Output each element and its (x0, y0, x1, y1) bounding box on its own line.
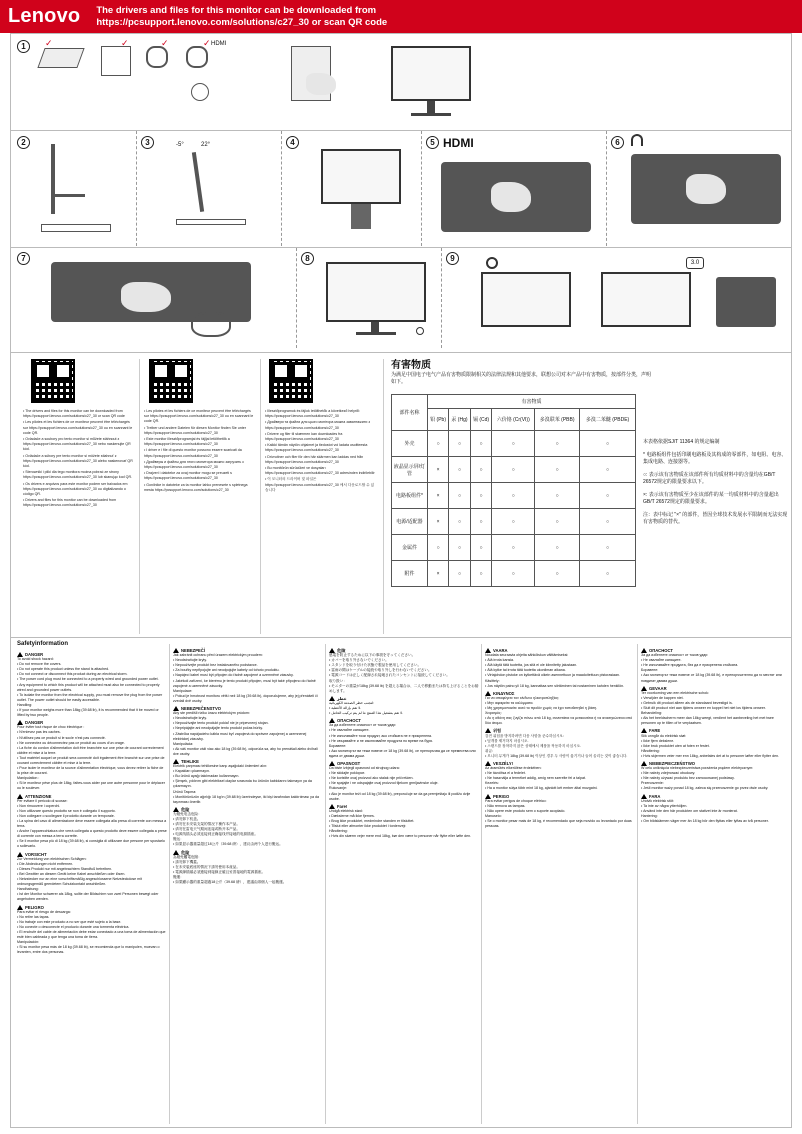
safety-bullet: • Не свързвайте и не изключвайте продукта по време на буря. (329, 739, 479, 744)
download-notice-multilingual: • Les pilotes et les fichiers de ce moniteur peuvent être téléchargés sur https://pcsupport.lenovo.com/solutions/c27_30 ou en scannant le code QR. • Treiber und andere Dateien für diesen Monitor finden Sie unter https://pcsupport.lenovo.com/solutions/c27_30 • Este monitor illesztőprogramjai és fájljai letölthetők a https://pcsupport.lenovo.com/solutions/c27_30 • I driver e i file di questo monitor possono essere scaricati da https://pcsupport.lenovo.com/solutions/c27_30 • Драйверы и файлы для этого монитора можно загрузить с https://pcsupport.lenovo.com/solutions/c27_30 • Drajveri i datoteke za ovaj monitor mogu se preuzeti s https://pcsupport.lenovo.com/solutions/c27_30 • Gonilnike in datoteke za ta monitor lahko prenesete s spletnega mesta https://pcsupport.lenovo.com/solutions/c27_30 (144, 409, 256, 634)
safety-bullet: • If your monitor weighs more than 18kg (39.68 lb), it is recommended that it be moved or lifted by two people. (17, 708, 167, 718)
safety-bullet: • Verwijder de kappen niet. (641, 696, 789, 701)
stand-base-icon (176, 219, 246, 225)
warning-triangle-icon (17, 794, 23, 799)
safety-bullet: • Ако мониторът ви тежи повече от 18 kg (39.68 lb), се препоръчва да се премества или вдига от двама души. (329, 749, 479, 759)
safety-text: Handling: (17, 702, 33, 707)
dashed-divider (606, 131, 607, 246)
table-header: 多溴联苯 (PBB) (535, 409, 580, 431)
safety-bullet: • 请勿在未安装支架的情况下操作本产品。 (173, 822, 323, 827)
table-header: 有害物质 (428, 395, 636, 409)
safety-information-title: Safetyinformation (17, 641, 69, 647)
safety-bullet: • Nepoužívejte produkt bez instalovaného podstavce. (173, 663, 323, 668)
dashed-divider (281, 131, 282, 246)
step-number: 4 (286, 136, 299, 149)
safety-bullet: • 请勿在雷电天气期间连接或断开本产品。 (173, 827, 323, 832)
safety-bullet: • Nie należy używać produktu bez zamocowanej podstawy. (641, 776, 789, 781)
safety-text: 感電を防止するために以下の事項を守ってください。 (329, 653, 416, 658)
safety-text: Noudata seuraavia ohjeita sähköiskun välttämiseksi: (485, 653, 569, 658)
safety-text: 감전 위험을 방지하려면 다음 사항을 준수하십시오: (485, 733, 564, 738)
safety-text: 为避免电击危险： (173, 811, 202, 816)
tilt-forward-angle: 22° (201, 142, 211, 148)
quick-setup-sheet (10, 33, 792, 1128)
safety-bullet: • Om bildskärmen väger mer än 18 kg bör den flyttas eller lyftas av två personer. (641, 819, 789, 824)
step-number: 1 (17, 40, 30, 53)
step-number: 3 (141, 136, 154, 149)
safety-bullet: • Не използвайте този продукт, ако стойката не е прикрепена. (329, 734, 479, 739)
safety-text: Behandeling: (641, 711, 662, 716)
monitor-front-icon (481, 272, 571, 327)
safety-text: За да избегнете опасност от токов удар: (329, 723, 397, 728)
safety-bullet: • モニターの重量が18kg (39.68 lb) を超える場合は、二人で移動または持ち上げることをお勧めします。 (329, 684, 479, 694)
safety-text: 취급: (485, 748, 493, 753)
headphone-icon (631, 134, 643, 146)
safety-bullet: • Ist der Monitor schwerer als 18kg, sollte der Bildschirm von zwei Personen bewegt oder angehoben werden. (17, 892, 167, 902)
safety-bullet: • Neodstraňujte kryty. (173, 658, 323, 663)
safety-bullet: • 請勿卸下機蓋。 (173, 860, 323, 865)
power-on-illustration (316, 252, 436, 347)
safety-bullet: • Kapakları çıkarmayın. (173, 769, 323, 774)
monitor-side-icon (192, 152, 204, 212)
warning-triangle-icon (485, 794, 491, 799)
download-notice-multilingual: • Illesztőprogramok és fájlok letölthetők a következő helyről: https://pcsupport.lenovo.com/solutions/c27_30 • Драйвери та файли для цього монітора можна завантажити з https://pcsupport.lenovo.com/solutions/c27_30 • Drivere og filer til skærmen kan downloades fra https://pcsupport.lenovo.com/solutions/c27_30 • Kaikki tämän näytön ohjaimet ja tiedostot voi ladata osoitteesta https://pcsupport.lenovo.com/solutions/c27_30 • Drivrutiner och filer för den här skärmen kan laddas ned från https://pcsupport.lenovo.com/solutions/c27_30 • Bu monitörün sürücüleri ve dosyaları https://pcsupport.lenovo.com/solutions/c27_30 adresinden indirilebilir • 이 모니터의 드라이버 및 파일은 https://pcsupport.lenovo.com/solutions/c27_30 에서 다운로드할 수 있습니다 (265, 409, 377, 634)
monitor-front-icon (391, 46, 471, 101)
safety-bullet: • Μη χρησιμοποιείτε αυτό το προϊόν χωρίς να έχει τοποθετηθεί η βάση. (485, 706, 635, 711)
power-connection-illustration (31, 252, 291, 347)
safety-bullet: • Не сваляйте капаците. (329, 728, 479, 733)
safety-bullet: • Não opere este produto sem o suporte acoplado. (485, 809, 635, 814)
safety-bullet: • Ne skidajte poklopce. (329, 771, 479, 776)
safety-bullet: • Jeśli monitor waży ponad 18 kg, zaleca się przenoszenie go przez dwie osoby. (641, 786, 789, 791)
warning-heading: 危险 (173, 807, 323, 812)
safety-bullet: • Sluit dit product niet aan tijdens onweer en koppel het niet los tijdens onweer. (641, 706, 789, 711)
safety-bullet: • Hvis din skærm vejer mere end 18kg, bør den være to personer når flytte eller løfte den. (329, 834, 479, 839)
safety-bullet: • Nepripájajte ani neodpájajte tento produkt počas búrky. (173, 726, 323, 731)
table-row: 电源/适配器 × ○ ○ ○ ○ ○ (392, 509, 636, 535)
safety-text: Para evitar perigos de choque elétrico: (485, 798, 547, 803)
qr-code-icon[interactable] (149, 359, 193, 403)
safety-text: Slik unngår du elektrisk støt: (641, 733, 687, 738)
warning-triangle-icon (329, 804, 335, 809)
divider (11, 247, 791, 248)
safety-bullet: • 電源線插頭必須連接到接線正確且妥善接地的電源插座。 (173, 870, 323, 875)
safety-bullet: • لا تقم بتشغيل هذا المنتج ما لم يتم تركيب الحامل. (329, 711, 479, 716)
safety-bullet: • Do not connect or disconnect this product during an electrical storm. (17, 672, 167, 677)
safety-bullet: • Non collegare o scollegare il prodotto durante un temporale. (17, 814, 167, 819)
safety-bullet: • Şimşek, yıldırım gibi elektriksel olaylar sırasında bu ürünün kablolarını takmayın ya da çıkarmayın. (173, 779, 323, 789)
warning-heading: ОПАСНОСТ (329, 718, 479, 723)
safety-bullet: • Ne spajajte i ne odspajajte ovaj proizvod tijekom grmljavinske oluje. (329, 781, 479, 786)
safety-bullet: • Hvis skjermen veier mer enn 18kg, anbefales det at to personer løfter eller flytter den. (641, 754, 789, 759)
safety-text: Боравене: (329, 743, 347, 748)
safety-bullet: • Netzstecker nur an eine vorschriftsmäßig angeschlossene Netzsteckdose mit ordnungsgemäß geerdetem Schutzkontakt anschließen. (17, 877, 167, 887)
safety-bullet: • Jakékoli zařízení, ke kterému je tento produkt připojen, musí být také připojeno do řádně zapojené a uzemněné zásuvky. (173, 679, 323, 689)
safety-bullet: • Ta inte av några ytterhöljen. (641, 804, 789, 809)
safety-bullet: • Anche l'apparecchiatura che verrà collegata a questo prodotto deve essere collegata a prese di corrente con messa a terra corrette. (17, 829, 167, 839)
warning-triangle-icon (641, 686, 647, 691)
hand-icon (121, 282, 171, 312)
safety-bullet: • Si le moniteur pèse plus de 18kg, faites-vous aider par une autre personne pour le déplacer ou le soulever. (17, 781, 167, 791)
safety-bullet: • 스탠드를 장착하지 않은 상태에서 제품을 작동하지 마십시오. (485, 744, 635, 749)
warning-heading: FARE (641, 728, 789, 733)
hand-icon (306, 73, 336, 95)
qr-code-icon[interactable] (31, 359, 75, 403)
table-row: 外壳 ○ ○ ○ ○ ○ ○ (392, 431, 636, 457)
safety-bullet: • Monitörünüzün ağırlığı 18 kg'ın (39.68 lb) üzerindeyse, iki kişi tarafından kaldırılması ya da taşınması önerilir. (173, 795, 323, 805)
warning-heading: OPASNOST (329, 761, 479, 766)
step-number: 7 (17, 252, 30, 265)
safety-bullet: • Не използвайте продукта, без да е прикрепена стойката. (641, 663, 789, 668)
safety-bullet: • لا تقم بإزالة الأغطية. (329, 706, 479, 711)
safety-bullet: • Gebruik dit product alleen als de standaard bevestigd is. (641, 701, 789, 706)
download-notice (96, 5, 387, 29)
safety-bullet: • No retire las tapas. (17, 915, 167, 920)
divider (11, 130, 791, 131)
table-row: 附件 × ○ ○ ○ ○ ○ (392, 561, 636, 587)
safety-bullet: • 모니터 무게가 18kg (39.68 lb) 이상인 경우 두 사람이 옮기거나 들어 올리는 것이 좋습니다. (485, 754, 635, 759)
safety-bullet: • Ne koristite ovaj proizvod ako stalak nije pričvršćen. (329, 776, 479, 781)
safety-text: Zur Vermeidung von elektrischen Schlägen: (17, 856, 87, 861)
safety-bullet: • Do not remove the covers. (17, 662, 167, 667)
monitor-base-icon (411, 113, 451, 116)
check-icon: ✓ (121, 38, 129, 48)
warning-heading: ΚΙΝΔΥΝΟΣ (485, 691, 635, 696)
safety-text: Για να αποφύγετε τον κίνδυνο ηλεκτροπληξίας: (485, 695, 560, 700)
safety-text: За да избегнете опасност от токов удар: (641, 653, 709, 658)
cable-cover-icon (351, 204, 371, 229)
table-header: 铅 (Pb) (428, 409, 449, 431)
safety-bullet: • Bu ürünü ayağı takılmadan kullanmayın. (173, 774, 323, 779)
safety-text: Käsittely: (485, 678, 500, 683)
monitor-stand-icon (427, 101, 435, 113)
hand-icon (686, 174, 726, 204)
warning-heading: DANGER (17, 720, 167, 725)
safety-column (329, 646, 479, 1126)
safety-text: Manipulace: (173, 688, 193, 693)
warning-heading: VORSICHT (17, 852, 167, 857)
warning-heading: PERIGO (485, 794, 635, 799)
safety-bullet: • Ne távolítsa el a fedelet. (485, 771, 635, 776)
warning-heading: NEBEZPEČÍ (173, 648, 323, 653)
safety-bullet: • Brug ikke produktet, medmindre standen er tilsluttet. (329, 819, 479, 824)
divider (325, 644, 326, 1124)
safety-bullet: • Bei Gewitter an diesem Gerät keine Kabel anschließen oder lösen. (17, 872, 167, 877)
safety-text: Χειρισμός: (485, 711, 502, 716)
safety-bullet: • Die Abdeckungen nicht entfernen. (17, 862, 167, 867)
safety-text: Ter voorkoming van een elektrische schok: (641, 690, 709, 695)
table-row: 液晶显示屏/灯管 × ○ ○ ○ ○ ○ (392, 457, 636, 483)
safety-bullet: • Pokud je hmotnost monitoru větší než 18 kg (39.68 lb), doporučujeme, aby jej přenášeli či zvedali dvě osoby. (173, 694, 323, 704)
warning-heading: NEBEZPEČENSTVO (173, 706, 323, 711)
download-notice-line2: https://pcsupport.lenovo.com/solutions/c27_30 or scan QR code (96, 16, 388, 28)
safety-text: 取り扱い： (329, 678, 347, 683)
safety-bullet: • Do not operate this product unless the stand is attached. (17, 667, 167, 672)
safety-bullet: • La spina del cavo di alimentazione deve essere collegata alla presa di corrente con messa a terra. (17, 819, 167, 829)
safety-bullet: • Non rimuovere i coperchi. (17, 804, 167, 809)
monitor-side-icon (51, 144, 55, 214)
safety-text: Elektrik çarpması tehlikesine karşı aşağıdaki önlemleri alın: (173, 764, 268, 769)
monitor-front-icon (326, 262, 426, 322)
table-row: 电路板组件* × ○ ○ ○ ○ ○ (392, 483, 636, 509)
safety-bullet: • Als het beeldscherm meer dan 18kg weegt, verdient het aanbeveling het met twee personen op te tillen of te verplaatsen. (641, 716, 789, 726)
clock-icon (486, 257, 498, 269)
safety-text: Боравене: (641, 668, 659, 673)
warning-triangle-icon (485, 728, 491, 733)
safety-bullet: • Не сваляйте капаците. (641, 658, 789, 663)
safety-bullet: • Nie należy zdejmować obudowy. (641, 771, 789, 776)
safety-text: Az áramütés elkerülése érdekében: (485, 766, 542, 771)
safety-bullet: • Dækslerne må ikke fjernes. (329, 814, 479, 819)
tilt-angle-illustration (156, 134, 276, 244)
safety-bullet: • The power cord plug must be connected to a properly wired and grounded power outlet. (17, 677, 167, 682)
safety-bullet: • Jos näytön paino yli 18 kg, kannattaa sen siirtäminen tai nostaminen kahden henkilön. (485, 684, 635, 689)
warning-heading: NIEBEZPIECZEŃSTWO (641, 761, 789, 766)
safety-bullet: • Ak váš monitor váži viac ako 18 kg (39.68 lb), odporúča sa, aby ho prenášali alebo dvíhali dve osoby. (173, 747, 323, 757)
safety-bullet: • カバーを取り外さないでください。 (329, 658, 479, 663)
safety-bullet: • N'utilisez pas ce produit si le socle n'est pas connecté. (17, 736, 167, 741)
qr-code-icon[interactable] (269, 359, 313, 403)
divider (481, 644, 482, 1124)
hazardous-substances-title: 有害物质 (391, 360, 431, 371)
safety-bullet: • 電源コードは正しく配線され接地されたコンセントに接続してください。 (329, 673, 479, 678)
safety-bullet: • 电源线插头必须连接到正确接线并接地的电源插座。 (173, 832, 323, 837)
safety-bullet: • Ako je monitor teži od 18 kg (39.68 lb), preporučuje se da ga premještaju ili podižu dvije osobe. (329, 792, 479, 802)
safety-bullet: • 在未安裝底座的情況下請勿使用本產品。 (173, 865, 323, 870)
usb-port-label: 3.0 (686, 257, 704, 269)
safety-bullet: • Não remova as tampas. (485, 804, 635, 809)
safety-bullet: • Se il monitor pesa più di 18 kg (39.68 lb), si consiglia di utilizzare due persone per spostarlo o sollevarlo. (17, 839, 167, 849)
safety-bullet: • Se o monitor pesar mais de 18 kg, é recomendado que seja movido ou levantado por duas pessoas. (485, 819, 635, 829)
safety-bullet: • Za bouřky nepřipojujte ani neodpojujte kabely od tohoto produktu. (173, 668, 323, 673)
safety-text: Manuseio: (485, 813, 502, 818)
audio-connection-illustration (626, 134, 786, 244)
step-number: 8 (301, 252, 314, 265)
safety-text: Kezelés: (485, 781, 499, 786)
safety-text: Håndtering: (329, 829, 348, 834)
safety-text: 搬運： (173, 875, 184, 880)
safety-bullet: • Virtajohdon pistoke on kytkettävä oikein asennettuun ja maadoitettuun pistorasiaan. (485, 673, 635, 678)
safety-column (641, 646, 789, 1126)
safety-text: Handhabung: (17, 887, 39, 892)
safety-text: To avoid shock hazard: (17, 657, 54, 662)
warning-heading: FARA (641, 794, 789, 799)
header-bar (0, 0, 802, 33)
safety-bullet: • Nepoužívajte tento produkt pokiaľ nie je pripevnený stojan. (173, 721, 323, 726)
table-header: 六价铬 (Cr(VI)) (492, 409, 535, 431)
table-header: 镉 (Cd) (470, 409, 492, 431)
safety-text: 搬运： (173, 837, 184, 842)
safety-text: Jak zabránit ochranu před úrazem elektrickým proudem: (173, 653, 263, 658)
divider (11, 637, 791, 638)
safety-bullet: • Si su monitor pesa más de 18 kg (39.68 lb), se recomienda que lo manipulen, muevan o levanten, entre dos personas. (17, 945, 167, 955)
monitor-stand-icon (371, 322, 379, 332)
safety-bullet: • Ha a monitor súlya több mint 18 kg, ajánlott két ember által mozgatni. (485, 786, 635, 791)
step2-illustration (31, 134, 131, 244)
table-row: 金属件 ○ ○ ○ ○ ○ ○ (392, 535, 636, 561)
safety-bullet: • 덮개를 제거하지 마십시오. (485, 739, 635, 744)
warning-heading: TEHLIKE (173, 759, 323, 764)
warning-heading: PELIGRO (17, 905, 167, 910)
safety-column (485, 646, 635, 1126)
safety-bullet: • Napájecí kabel musí být připojen do řádně zapojené a uzemněné zásuvky. (173, 673, 323, 678)
divider (637, 644, 638, 1124)
warning-heading: 危険 (329, 648, 479, 653)
warning-heading: خطر (329, 696, 479, 701)
hazardous-substances-notes: 本表格依据SJ/T 11364 的规定编制 * 电路板组件包括印刷电路板及其构成的零部件，如电阻、电容、集成电路、连接器等。 ○: 表示该有害物质在该部件所有均质材料中的含量均在GB/T 26572规定的限量要求以下。 ×: 表示该有害物质至少在该部件的某一均质材料中的含量超出GB/T 26572规定的限量要求。 注：表中标记 "×" 的部件，皆因全球技术发展水平限制而无法实现有害物质的替代。 (643, 439, 788, 525)
safety-column (17, 650, 167, 1125)
warning-heading: 위험 (485, 728, 635, 733)
safety-text: Da biste izbjegli opasnost od strujnog udara: (329, 766, 400, 771)
step4-illustration (301, 134, 421, 244)
safety-text: Para evitar el riesgo de descarga: (17, 909, 71, 914)
divider (11, 352, 791, 353)
monitor-front-icon (601, 272, 691, 327)
safety-bullet: • Αν η οθόνη σας ζυγίζει πάνω από 18 kg, συνιστάται να μετακινείται ή να ανασηκώνεται από δύο άτομα. (485, 716, 635, 726)
power-button-icon (416, 327, 424, 335)
safety-bullet: • Älä irrota kansia. (485, 658, 635, 663)
safety-bullet: • Älä kytke tai irrota tätä tuotetta ukonilman aikana. (485, 668, 635, 673)
lenovo-logo: Lenovo (8, 5, 81, 27)
safety-text: W celu uniknięcia niebezpieczeństwa porażenia prądem elektrycznym: (641, 766, 754, 771)
safety-bullet: • Μην αφαιρείτε τα καλύμματα. (485, 701, 635, 706)
table-header: 部件名称 (392, 395, 428, 431)
warning-heading: ATTENZIONE (17, 794, 167, 799)
safety-bullet: • 雷雨の間はケーブルの接続や取り外しを行わないでください。 (329, 668, 479, 673)
stand-base-icon (101, 46, 131, 76)
safety-bullet: • Ikke fjern dekslene. (641, 739, 789, 744)
package-contents-illustration (31, 38, 491, 128)
divider (169, 644, 170, 1124)
safety-bullet: • スタンドを取り付けた状態で製品を使用してください。 (329, 663, 479, 668)
safety-text: Rukovanje: (329, 786, 347, 791)
safety-bullet: • To isolate the monitor from the electrical supply, you must remove the plug from the power outlet. The power outlet should be easily accessible. (17, 693, 167, 703)
safety-bullet: • El enchufe del cable de alimentación debe estar conectado a una toma de alimentación que esté bien cableada y que tenga una toma de tierra. (17, 930, 167, 940)
divider (383, 359, 384, 634)
check-icon: ✓ (161, 38, 169, 48)
check-icon: ✓ (203, 38, 211, 48)
safety-text: Håndtering: (641, 748, 660, 753)
safety-bullet: • N'enlevez pas les caches. (17, 730, 167, 735)
warning-heading: 危险 (173, 850, 323, 855)
hazardous-substances-intro: 为满足中国电子电气产品有害物质限制相关的法律法规和其他要求，联想公司对本产品中有害物质，按部件分类，声明如下。 (391, 372, 652, 385)
tilt-back-angle: -5° (176, 142, 184, 148)
power-cable-icon (191, 312, 231, 337)
hand-icon (491, 182, 531, 212)
safety-text: Ürünü Taşıma: (173, 789, 197, 794)
safety-bullet: • 如果显示器重量超过18公斤（39.68 磅），建议由两个人进行搬运。 (173, 842, 323, 847)
safety-text: Undvik elektrisk stöt: (641, 798, 674, 803)
dashed-divider (296, 248, 297, 348)
hazardous-substances-table (391, 394, 636, 587)
safety-bullet: • 如果顯示器的重量超過18公斤（39.68 磅），建議由兩個人一起搬運。 (173, 880, 323, 885)
divider (139, 359, 140, 634)
warning-heading: DANGER (17, 652, 167, 657)
safety-text: Manipulácia: (173, 741, 194, 746)
check-icon: ✓ (45, 38, 53, 48)
safety-bullet: • Any equipment to which this product will be attached must also be connected to properly wired and grounded power outlets. (17, 683, 167, 693)
usb-connection-illustration (461, 252, 791, 347)
warning-heading: ОПАСНОСТ (641, 648, 789, 653)
safety-text: Pour éviter tout risque de choc électrique : (17, 725, 85, 730)
divider (260, 359, 261, 634)
warning-triangle-icon (17, 852, 23, 857)
dashed-divider (421, 131, 422, 246)
monitor-rear-ports-icon (716, 277, 776, 327)
safety-bullet: • Pour isoler le moniteur de la source d'alimentation électrique, vous devez retirer la fiche de la prise de courant. (17, 766, 167, 776)
step-number: 2 (17, 136, 30, 149)
step-number: 6 (611, 136, 624, 149)
warning-triangle-icon (17, 905, 23, 910)
safety-text: Undgå elektrisk stød: (329, 808, 363, 813)
stand-arm-icon (55, 194, 85, 197)
safety-text: 為避免觸電危險： (173, 854, 202, 859)
download-notice-multilingual: • The drivers and files for this monitor can be downloaded from https://pcsupport.lenovo.com/solutions/c27_30 or scan QR code • Les pilotes et les fichiers de ce moniteur peuvent être téléchargés sur https://pcsupport.lenovo.com/solutions/c27_30 ou en scannant le code QR. • Ovladače a soubory pro tento monitor si můžete stáhnout z https://pcsupport.lenovo.com/solutions/c27_30 nebo naskenujte QR kód. • Ovládače a súbory pre tento monitor si môžete stiahnuť z https://pcsupport.lenovo.com/solutions/c27_30 alebo naskenovať QR kód. • Sterowniki i pliki dla tego monitora można pobrać ze strony https://pcsupport.lenovo.com/solutions/c27_30 lub skanując kod QR. • Os drivers e arquivos para este monitor podem ser baixados em https://pcsupport.lenovo.com/solutions/c27_30 ou digitalizando o código QR. • Drivers and files for this monitor can be downloaded from https://pcsupport.lenovo.com/solutions/c27_30 (23, 409, 135, 634)
monitor-base-icon (356, 332, 396, 335)
power-cable-icon (146, 46, 168, 68)
monitor-back-icon (321, 149, 401, 204)
safety-bullet: • Non utilizzare questo prodotto se non è collegato il supporto. (17, 809, 167, 814)
stand-base-icon (41, 224, 111, 232)
warning-triangle-icon (641, 794, 647, 799)
safety-text: Hantering: (641, 813, 658, 818)
screw-icon (191, 83, 209, 101)
safety-bullet: • Tout matériel auquel ce produit sera connecté doit également être branché sur une prise de courant correctement câblée et mise à la terre. (17, 756, 167, 766)
safety-bullet: • No conecte o desconecte el producto durante una tormenta eléctrica. (17, 925, 167, 930)
warning-heading: GEVAAR (641, 686, 789, 691)
safety-bullet: • Använd inte den här produkten om stativet inte är monterat. (641, 809, 789, 814)
safety-bullet: • 请勿卸下机盖。 (173, 817, 323, 822)
step-number: 9 (446, 252, 459, 265)
warning-heading: Fare! (329, 804, 479, 809)
safety-text: Manipulación: (17, 940, 40, 945)
warning-heading: VESZÉLY! (485, 761, 635, 766)
safety-text: Manipulation : (17, 776, 40, 781)
safety-bullet: • Tilslut eller afmonter ikke produktet i tordenvejr. (329, 824, 479, 829)
hdmi-cable-label: HDMI (211, 41, 227, 47)
hdmi-cable-icon (186, 46, 208, 68)
table-header: 多溴二苯醚 (PBDE) (580, 409, 636, 431)
documents-icon (37, 48, 84, 68)
safety-bullet: • Ikke bruk produktet uten at foten er festet. (641, 744, 789, 749)
hdmi-label: HDMI (443, 136, 474, 150)
dashed-divider (136, 131, 137, 246)
step-number: 5 (426, 136, 439, 149)
hdmi-connection-illustration (441, 152, 601, 242)
safety-bullet: • Neodstraňujte kryty. (173, 716, 323, 721)
warning-triangle-icon (173, 850, 179, 855)
safety-bullet: • No trabaje con este producto a no ser que esté sujeto a la base. (17, 920, 167, 925)
safety-bullet: • Zástrčka napájacieho kábla musí byť zapojená do správne zapojenej a uzemnenej elektrickej zásuvky. (173, 732, 323, 742)
safety-bullet: • Älä käytä tätä tuotetta, jos sitä ei ole kiinnitetty jalustaan. (485, 663, 635, 668)
safety-text: Przenoszenie: (641, 781, 664, 786)
safety-text: لتجنب خطر الصدمة الكهربائية: (329, 700, 375, 705)
safety-bullet: • Ne használja a terméket addig, amíg nem szerelte fel a talpat. (485, 776, 635, 781)
safety-text: Per evitare il pericolo di scosse: (17, 798, 68, 803)
dashed-divider (441, 248, 442, 348)
warning-triangle-icon (641, 728, 647, 733)
warning-heading: VAARA (485, 648, 635, 653)
download-notice-line1: The drivers and files for this monitor can be downloaded from (96, 4, 377, 16)
table-header: 汞 (Hg) (449, 409, 471, 431)
safety-bullet: • La fiche du cordon d'alimentation doit être branchée sur une prise de courant correctement câblée et mise à la terre. (17, 746, 167, 756)
safety-column (173, 646, 323, 1126)
safety-text: Aby ste predišli riziku úrazu elektrickým prúdom: (173, 711, 250, 716)
safety-bullet: • Dieses Produkt nur mit angebrachtem Standfuß betreiben. (17, 867, 167, 872)
safety-bullet: • Ако мониторът тежи повече от 18 kg (39.68 lb), е препоръчително да го местят или повдигат двама души. (641, 673, 789, 683)
safety-bullet: • Ne connectez ou déconnectez pas ce produit au cours d'un orage. (17, 741, 167, 746)
